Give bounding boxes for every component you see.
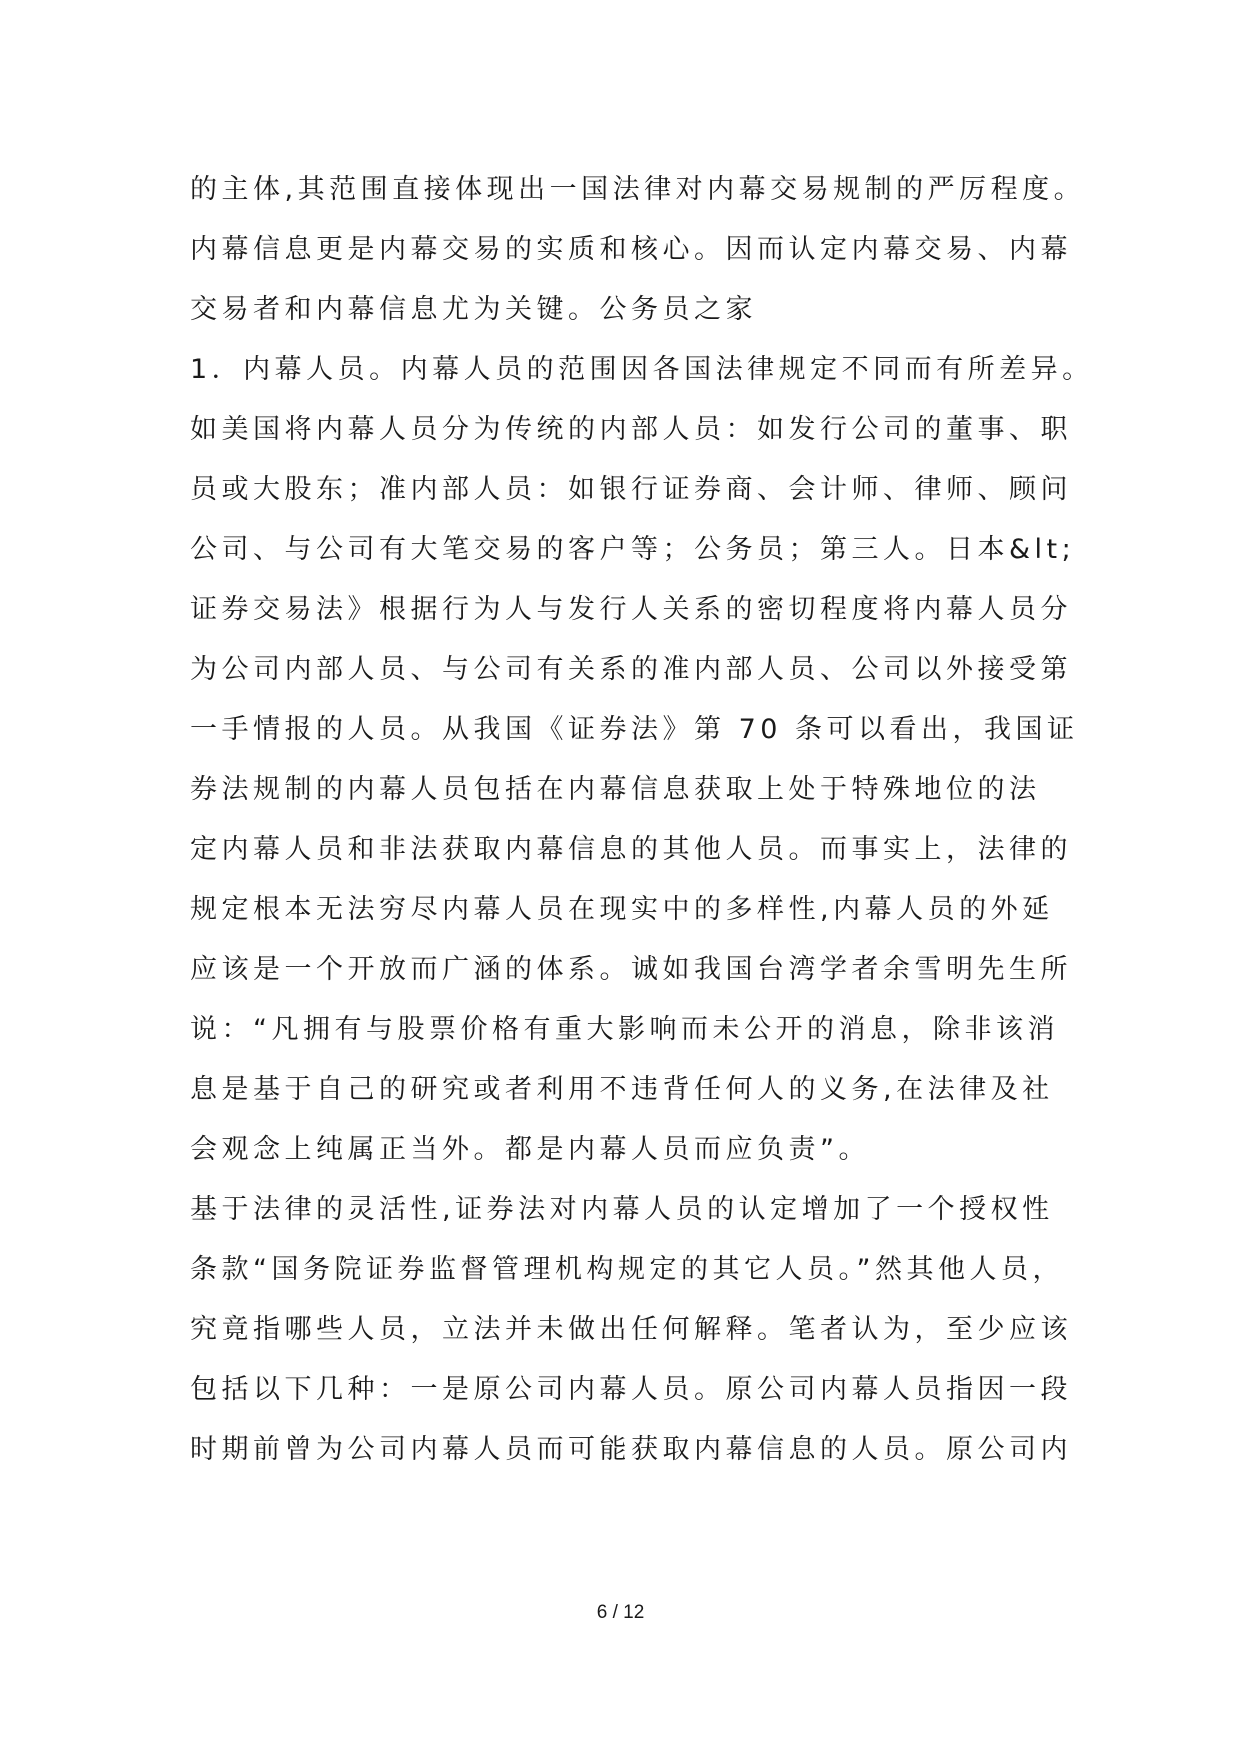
text-line: 包括以下几种：一是原公司内幕人员。原公司内幕人员指因一段 <box>190 1374 1072 1405</box>
text-line: 券法规制的内幕人员包括在内幕信息获取上处于特殊地位的法 <box>190 774 1041 805</box>
text-line: 息是基于自己的研究或者利用不违背任何人的义务,在法律及社 <box>190 1074 1054 1105</box>
text-line: 规定根本无法穷尽内幕人员在现实中的多样性,内幕人员的外延 <box>190 894 1054 925</box>
text-line: 应该是一个开放而广涵的体系。诚如我国台湾学者余雪明先生所 <box>190 954 1072 985</box>
text-line: 1．内幕人员。内幕人员的范围因各国法律规定不同而有所差异。 <box>190 354 1094 385</box>
text-line: 基于法律的灵活性,证券法对内幕人员的认定增加了一个授权性 <box>190 1194 1054 1225</box>
text-line: 的主体,其范围直接体现出一国法律对内幕交易规制的严厉程度。 <box>190 174 1086 205</box>
text-line: 一手情报的人员。从我国《证券法》第 70 条可以看出，我国证 <box>190 714 1079 745</box>
text-line: 会观念上纯属正当外。都是内幕人员而应负责”。 <box>190 1134 870 1165</box>
text-line: 为公司内部人员、与公司有关系的准内部人员、公司以外接受第 <box>190 654 1072 685</box>
text-line: 定内幕人员和非法获取内幕信息的其他人员。而事实上，法律的 <box>190 834 1072 865</box>
text-line: 时期前曾为公司内幕人员而可能获取内幕信息的人员。原公司内 <box>190 1434 1072 1465</box>
text-line: 条款“国务院证券监督管理机构规定的其它人员。”然其他人员， <box>190 1254 1064 1285</box>
text-line: 员或大股东；准内部人员：如银行证券商、会计师、律师、顾问 <box>190 474 1072 505</box>
body-text <box>190 160 1094 1480</box>
text-line: 交易者和内幕信息尤为关键。公务员之家 <box>190 294 757 325</box>
text-line: 证券交易法》根据行为人与发行人关系的密切程度将内幕人员分 <box>190 594 1072 625</box>
page-number: 6 / 12 <box>596 1602 645 1623</box>
text-line: 公司、与公司有大笔交易的客户等；公务员；第三人。日本&lt; <box>190 534 1076 565</box>
text-line: 说：“凡拥有与股票价格有重大影响而未公开的消息，除非该消 <box>190 1014 1059 1045</box>
text-line: 内幕信息更是内幕交易的实质和核心。因而认定内幕交易、内幕 <box>190 234 1072 265</box>
text-line: 如美国将内幕人员分为传统的内部人员：如发行公司的董事、职 <box>190 414 1072 445</box>
text-line: 究竟指哪些人员，立法并未做出任何解释。笔者认为，至少应该 <box>190 1314 1072 1345</box>
